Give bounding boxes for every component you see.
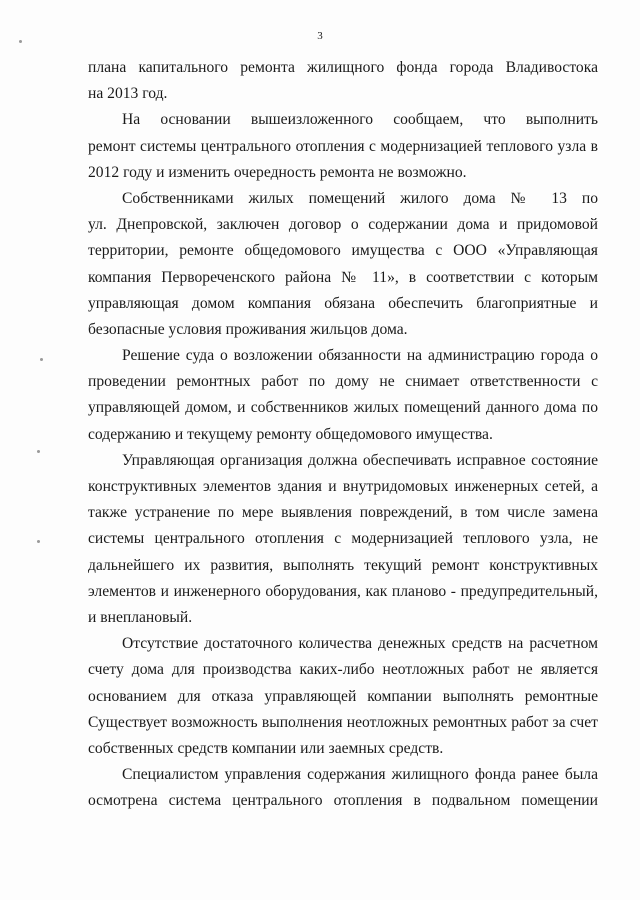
- text-line: проведении ремонтных работ по дому не снимает ответственности с: [88, 373, 598, 391]
- text-line: управляющая домом компания обязана обеспечить благоприятные и: [88, 294, 598, 312]
- text-line: ул. Днепровской, заключен договор о содержании дома и придомовой: [88, 216, 598, 234]
- scan-mark: [40, 358, 43, 361]
- text-line: на 2013 год.: [88, 85, 168, 103]
- text-line: системы центрального отопления с модернизацией теплового узла, не: [88, 530, 598, 548]
- text-line: счету дома для производства каких-либо неотложных работ не является: [88, 661, 598, 679]
- text-line: территории, ремонте общедомового имущества с ООО «Управляющая: [88, 242, 598, 260]
- paragraph: [88, 631, 598, 762]
- text-line: и внеплановый.: [88, 608, 193, 626]
- text-line: Собственниками жилых помещений жилого дома № 13 по: [122, 189, 598, 207]
- text-line: Существует возможность выполнения неотложных ремонтных работ за счет: [88, 713, 598, 731]
- paragraph: [88, 186, 598, 343]
- text-line: основанием для отказа управляющей компании выполнять ремонтные: [88, 687, 598, 705]
- text-line: На основании вышеизложенного сообщаем, что выполнить: [122, 111, 598, 129]
- letter-body: [88, 55, 598, 814]
- paragraph: [88, 343, 598, 448]
- text-line: управляющей домом, и собственников жилых помещений данного дома по: [88, 399, 598, 417]
- text-line: содержанию и текущему ремонту общедомового имущества.: [88, 425, 493, 443]
- text-line: собственных средств компании или заемных средств.: [88, 739, 444, 757]
- scan-mark: [19, 40, 22, 43]
- text-line: плана капитального ремонта жилищного фонда города Владивостока: [88, 59, 598, 76]
- text-line: Отсутствие достаточного количества денежных средств на расчетном: [122, 635, 598, 653]
- scan-mark: [37, 540, 40, 543]
- paragraph: [88, 448, 598, 631]
- text-line: осмотрена система центрального отопления в подвальном помещении: [88, 792, 598, 810]
- scan-mark: [37, 450, 40, 453]
- text-line: 2012 году и изменить очередность ремонта не возможно.: [88, 163, 467, 181]
- text-line: Специалистом управления содержания жилищного фонда ранее была: [122, 766, 598, 784]
- paragraph: [88, 55, 598, 107]
- text-line: дальнейшего их развития, выполнять текущий ремонт конструктивных: [88, 556, 598, 574]
- text-line: Управляющая организация должна обеспечивать исправное состояние: [122, 451, 598, 469]
- text-line: ремонт системы центрального отопления с модернизацией теплового узла в: [88, 137, 598, 155]
- text-line: компания Первореченского района № 11», в соответствии с которым: [88, 268, 598, 286]
- paragraph: [88, 762, 598, 814]
- text-line: элементов и инженерного оборудования, как планово - предупредительный,: [88, 582, 598, 600]
- text-line: конструктивных элементов здания и внутридомовых инженерных сетей, а: [88, 478, 598, 495]
- page-number: 3: [317, 30, 323, 42]
- text-line: Решение суда о возложении обязанности на администрацию города о: [122, 347, 598, 365]
- paragraph: [88, 107, 598, 186]
- text-line: безопасные условия проживания жильцов дома.: [88, 320, 408, 338]
- text-line: также устранение по мере выявления повреждений, в том числе замена: [88, 504, 598, 522]
